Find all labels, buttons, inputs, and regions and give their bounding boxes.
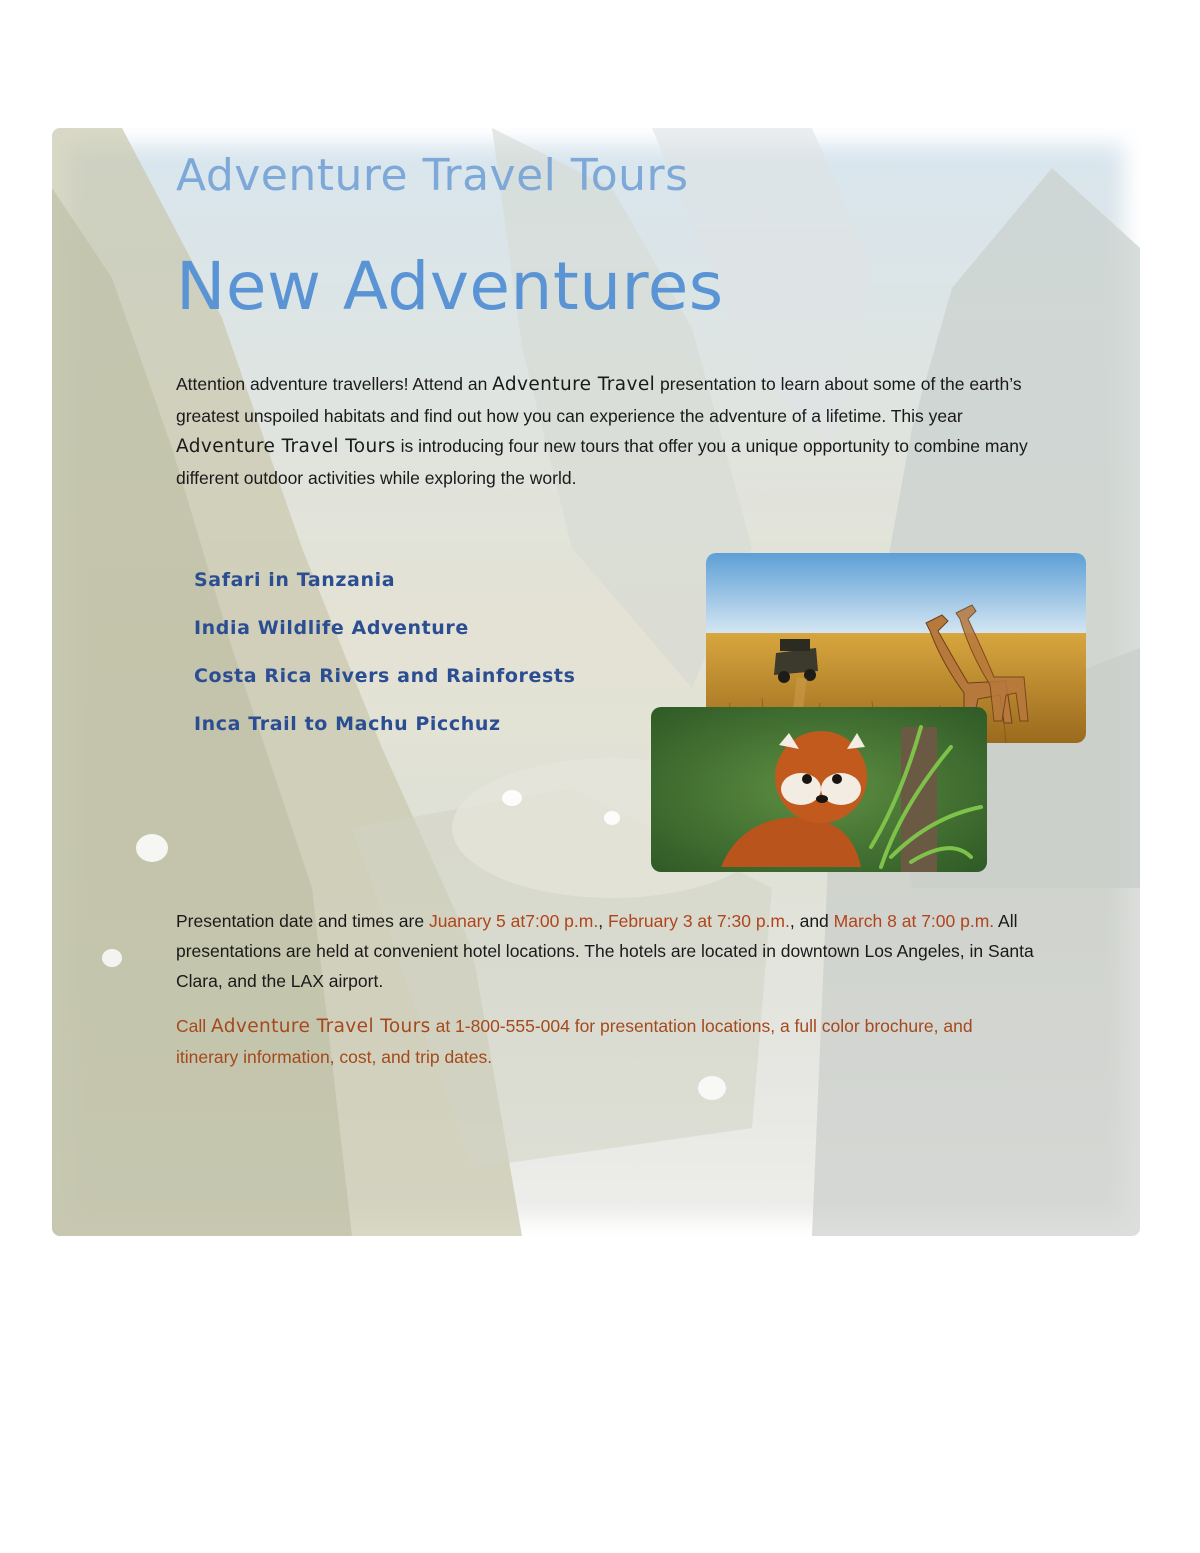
intro-brand-short: Adventure Travel — [492, 374, 656, 395]
contact-paragraph — [176, 1011, 1036, 1072]
tour-item-costa-rica: Costa Rica Rivers and Rainforests — [194, 665, 576, 687]
times-lead-text: Presentation date and times are — [176, 911, 429, 931]
times-separator-1: , — [598, 911, 608, 931]
intro-brand-full: Adventure Travel Tours — [176, 436, 396, 457]
presentation-date-1: Juanary 5 at7:00 p.m. — [428, 911, 599, 931]
intro-text-3: is introducing four new tours that offer you a unique opportunity to combine many different outdoor activities while exploring the world. — [176, 436, 1028, 488]
intro-text-2: presentation to learn about some of the earth’s greatest unspoiled habitats and find out how you can experience the adventure of a lifetime. This year — [176, 374, 1022, 426]
times-separator-2: , and — [789, 911, 834, 931]
presentation-date-2: February 3 at 7:30 p.m. — [607, 911, 790, 931]
contact-lead-text: Call — [176, 1016, 212, 1036]
presentation-date-3: March 8 at 7:00 p.m. — [833, 911, 995, 931]
brand-title: Adventure Travel Tours — [176, 150, 689, 201]
intro-text-1: Attention adventure travellers! Attend an — [176, 374, 493, 394]
contact-tail-text: at 1-800-555-004 for presentation locations, a full color brochure, and itinerary information, cost, and trip dates. — [176, 1016, 973, 1067]
tour-item-safari: Safari in Tanzania — [194, 569, 396, 591]
presentation-times-paragraph — [176, 906, 1036, 996]
intro-paragraph — [176, 369, 1036, 493]
times-tail-text: All presentations are held at convenient hotel locations. The hotels are located in downtown Los Angeles, in Santa Clara, and the LAX airport. — [176, 911, 1034, 991]
tour-item-inca-trail: Inca Trail to Machu Picchuz — [194, 713, 501, 735]
tour-item-india: India Wildlife Adventure — [194, 617, 469, 639]
contact-brand: Adventure Travel Tours — [211, 1016, 431, 1037]
tour-list — [194, 563, 576, 755]
page-headline: New Adventures — [176, 248, 724, 325]
red-panda-photo — [651, 707, 987, 872]
